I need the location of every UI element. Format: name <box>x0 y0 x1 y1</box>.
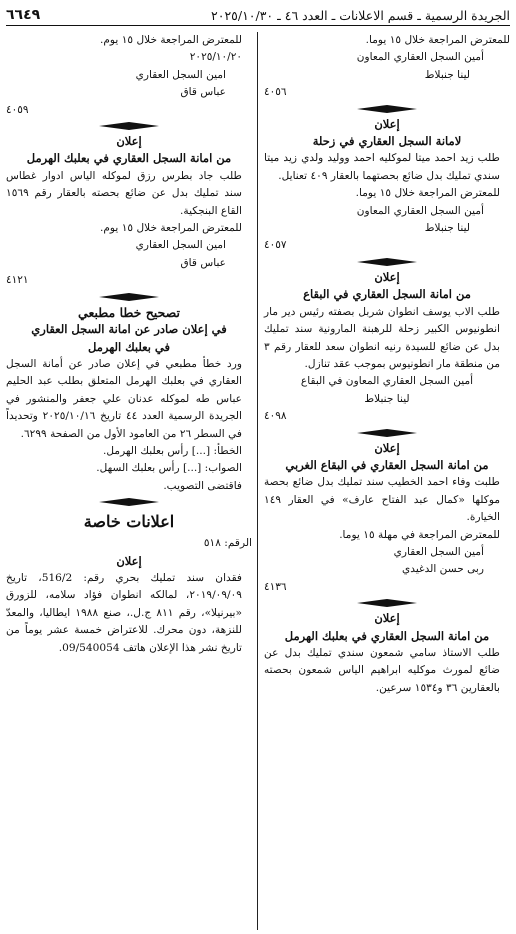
notice-heading: إعلان <box>374 440 400 455</box>
notice-heading: إعلان <box>374 269 400 284</box>
header-title: الجريدة الرسمية ـ قسم الاعلانات ـ العدد ٤٦ ـ ٢٠٢٥/١٠/٣٠ <box>211 8 510 23</box>
correction-heading: تصحيح خطا مطبعي <box>78 304 180 320</box>
ornament-divider <box>357 105 417 113</box>
notice-body: طلبت وفاء احمد الخطيب سند تمليك بدل ضائع بحصة موكلها «كمال عبد الفتاح عارف» في العقار ١٤٩ الخيارة. <box>264 476 500 524</box>
left-column <box>6 32 252 657</box>
correction-subheading: في بعلبك الهرمل <box>87 339 171 354</box>
ornament-divider <box>99 293 159 301</box>
signature-title: أمين السجل العقاري المعاون <box>356 51 484 64</box>
notice <box>6 32 252 119</box>
signature-title: أمين السجل العقاري <box>393 545 484 558</box>
objection-text: للمعترض المراجعة خلال ١٥ يوما. <box>355 187 500 200</box>
notice-body: فقدان سند تمليك بحري رقم: 516/2، تاريخ ٢٠١٩/٠٩/٠٩، لمالكه انطوان فؤاد سلامه، للزورق «بيرنيلا»، رقم ٨١١ ج.ل.، صنع ١٩٨٨ ايطاليا، والمعدّ للنزهة، دون محرك. للاعتراض خمسة عشر يوماً من تاريخ نشر هذا الإعلان هاتف 09/540054. <box>6 571 242 654</box>
notice-body: طلب الاستاذ سامي شمعون سندي تمليك بدل عن ضائع لمورث موكليه ابراهيم الياس شمعون بحصته بالعقارين ٣٦ و١٥٣٤ سرعين. <box>264 647 500 694</box>
notice <box>264 116 510 255</box>
correction-notice <box>6 304 252 495</box>
notice-body: طلب زيد احمد ميتا لموكليه احمد ووليد ولدي زيد ميتا سندي تمليك بدل ضائع بحصتهما بالعقار ٤٠٩ تعنايل. <box>264 152 500 182</box>
objection-text: للمعترض المراجعة في مهلة ١٥ يوما. <box>339 528 500 541</box>
notice <box>264 32 510 102</box>
correction-right: الصواب: [...] رأس بعلبك السهل. <box>96 462 242 475</box>
page-header <box>6 4 510 26</box>
notice-reference: الرقم: ٥١٨ <box>203 537 252 550</box>
signature-name: ربى حسن الدغيدي <box>401 563 484 576</box>
signature-title: امين السجل العقاري <box>135 68 226 81</box>
notice-number: ٤٠٥٩ <box>6 103 29 116</box>
correction-end: فاقتضى التصويب. <box>163 479 242 492</box>
notice-heading: إعلان <box>116 134 142 149</box>
ornament-divider <box>357 599 417 607</box>
correction-subheading: في إعلان صادر عن امانة السجل العقاري <box>31 322 227 337</box>
notice <box>264 269 510 426</box>
signature-name: عباس قاق <box>180 86 226 99</box>
notice <box>264 440 510 597</box>
notice-heading: إعلان <box>116 553 142 568</box>
signature-title: أمين السجل العقاري المعاون في البقاع <box>300 375 474 388</box>
notice <box>6 133 252 290</box>
objection-text: للمعترض المراجعة خلال ١٥ يوما. <box>365 34 510 46</box>
notice-number: ٤٠٥٧ <box>264 239 287 252</box>
notice-issuer: من امانة السجل العقاري في البقاع الغربي <box>285 457 489 472</box>
notice-issuer: لامانة السجل العقاري في زحلة <box>312 134 462 149</box>
signature-name: لينا جنبلاط <box>424 222 470 235</box>
objection-text: للمعترض المراجعة خلال ١٥ يوم. <box>99 34 242 46</box>
signature-name: لينا جنبلاط <box>364 392 410 405</box>
ornament-divider <box>357 429 417 437</box>
right-column <box>264 32 510 697</box>
correction-body: ورد خطأ مطبعي في إعلان صادر عن أمانة السجل العقاري في بعلبك الهرمل المتعلق بطلب عبد الحليم عباس طه لموكله عدنان علي جعفر والمنشور في الجريدة الرسمية العدد ٤٤ تاريخ ٢٠٢٥/١٠/١٦ وتحديداً في السطر ٢٦ من العامود الأول من الصفحة ٦٢٩٩. <box>6 357 242 440</box>
notice-date: ٢٠٢٥/١٠/٢٠ <box>189 51 242 64</box>
signature-title: أمين السجل العقاري المعاون <box>356 204 484 217</box>
ornament-divider <box>357 258 417 266</box>
notice-number: ٤٠٩٨ <box>264 410 287 423</box>
section-title: اعلانات خاصة <box>83 512 175 532</box>
page-number: ٦٦٤٩ <box>6 7 41 23</box>
notice-heading: إعلان <box>374 611 400 626</box>
notice-number: ٤١٣٦ <box>264 580 287 593</box>
notice <box>6 535 252 657</box>
signature-name: لينا جنبلاط <box>424 68 470 81</box>
signature-title: امين السجل العقاري <box>135 239 226 252</box>
notice-issuer: من امانة السجل العقاري في بعلبك الهرمل <box>284 628 490 643</box>
column-divider <box>257 32 258 930</box>
ornament-divider <box>99 498 159 506</box>
notice-heading: إعلان <box>374 116 400 131</box>
notice-number: ٤١٢١ <box>6 274 29 287</box>
notice-body: طلب الاب يوسف انطوان شربل بصفته رئيس دير مار انطونيوس الكبير زحلة للرهبنة المارونية سند تمليك بدل عن ضائع للسيدة رنيه انطوان سعد للعقار رقم ٣ من منطقة مار انطونيوس بموجب عقد تنازل. <box>264 305 500 370</box>
correction-wrong: الخطأ: [...] رأس بعلبك الهرمل. <box>103 444 242 457</box>
signature-name: عباس قاق <box>180 256 226 269</box>
objection-text: للمعترض المراجعة خلال ١٥ يوم. <box>99 222 242 235</box>
notice-issuer: من امانة السجل العقاري في بعلبك الهرمل <box>26 151 232 166</box>
notice-body: طلب جاد بطرس رزق لموكله الياس ادوار غطاس سند تمليك بدل عن ضائع بحصته بالعقار رقم ١٥٦٩ القاع البنجكية. <box>6 169 242 217</box>
notice-number: ٤٠٥٦ <box>264 86 287 99</box>
ornament-divider <box>99 122 159 130</box>
notice <box>264 610 510 697</box>
notice-issuer: من امانة السجل العقاري في البقاع <box>303 287 471 302</box>
